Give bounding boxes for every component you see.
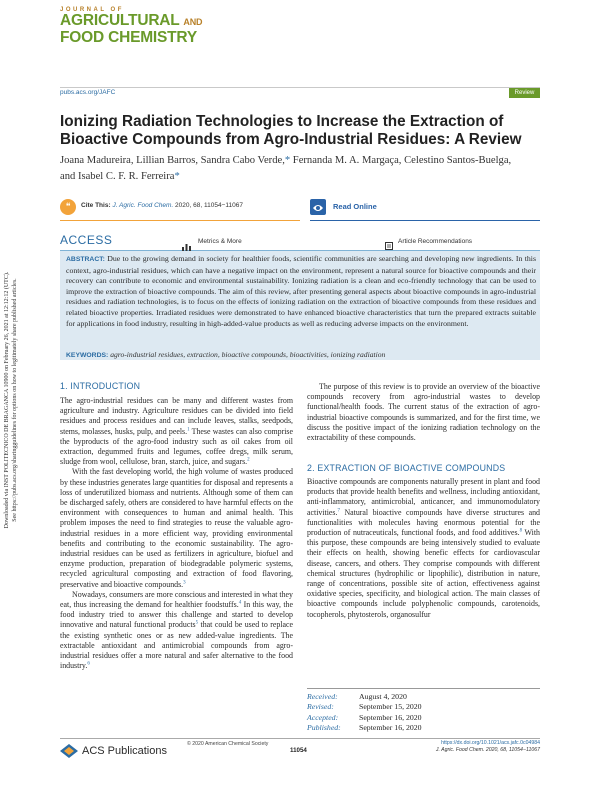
journal-logo-and: AND <box>183 17 203 27</box>
reference-link[interactable]: 1 <box>187 426 190 432</box>
footer-divider <box>60 738 540 739</box>
article-icon[interactable] <box>385 237 393 245</box>
cite-underline <box>60 220 300 221</box>
paragraph: Bioactive compounds are components naturally present in plant and food products that provide health benefits and wellness, including antioxidant, anti-inflammatory, antimicrobial, anticancer, and immunomodulatory activities.$^7$ Natural bioactive compounds have diverse structures and functionalities with molecules having enormous potential for the production of nutraceuticals, functional foods, and food additives.$^8$ With this purpose, these compounds are being intensively studied to evaluate their effects on health, showing benefic effects for cardiovascular disease, cancers, and others. They comprise compounds with different chemical structures (hydrophilic or lipophilic), distribution in nature, range of concentrations, possible site of action, effectiveness against oxidative species, specificity, and biological action. The main classes of bioactive compounds include polyphenolic compounds, carotenoids, tocopherols, phytosterols, organosulfur <box>307 477 540 619</box>
read-online-icon[interactable] <box>310 199 326 215</box>
authors-part1: Joana Madureira, Lillian Barros, Sandra Cabo Verde, <box>60 155 285 166</box>
authors-part2: Fernanda M. A. Margaça, Celestino Santos-Buelga, <box>290 155 512 166</box>
quote-icon[interactable]: ❝ <box>60 199 76 215</box>
read-online-underline <box>310 220 540 221</box>
journal-url-link[interactable]: pubs.acs.org/JAFC <box>60 89 116 96</box>
paragraph: The agro-industrial residues can be many and different wastes from agriculture and industry. Agriculture residues can be divided into field residues and process residues and can include leaves, stalks, seedpods, stems, molasses, husks, pulp, and peels.$^1$ These wastes can also comprise the byproducts of the agro-food industry such as oil cakes from oil extraction, degummed fruits and legumes, coffee dregs, milk serum, sludge from wool, cellulose, bran, starch, juice, and sugars.$^2$ <box>60 396 293 467</box>
abstract <box>66 254 536 329</box>
paragraph: The purpose of this review is to provide an overview of the bioactive compounds recovery from agro-industrial wastes to develop functional/health foods. The current status of the extraction of agro-industrial bioactive compounds is summarized, and for the first time, we discuss the positive impact of the ionizing radiation technology on the extractability of these compounds. <box>307 382 540 443</box>
cite-label: Cite This: <box>81 202 111 209</box>
date-row-published: Published: September 16, 2020 <box>307 723 422 733</box>
page-number: 11054 <box>290 747 307 754</box>
keywords-list: agro-industrial residues, extraction, bioactive compounds, bioactivities, ionizing radiation <box>110 350 386 359</box>
cite-this[interactable] <box>81 202 243 209</box>
reference-link[interactable]: 5 <box>195 620 199 626</box>
doi-link[interactable]: https://dx.doi.org/10.1021/acs.jafc.0c04984 <box>441 740 540 746</box>
date-row-revised: Revised: September 15, 2020 <box>307 702 422 712</box>
article-type-badge: Review <box>509 88 540 98</box>
keywords-label: KEYWORDS: <box>66 352 109 359</box>
acs-logo-icon <box>60 744 78 758</box>
introduction-body <box>60 396 293 671</box>
recommendations-link[interactable]: Article Recommendations <box>398 238 473 245</box>
acs-publications-logo[interactable] <box>60 742 167 760</box>
purpose-body <box>307 382 540 443</box>
acs-logo-text: ACS Publications <box>82 745 167 758</box>
download-notice-line1: Downloaded via INST POLITECNICO DE BRAGANCA 10900 on February 26, 2021 at 12:12:12 (UTC). <box>4 271 10 529</box>
publication-dates <box>307 688 540 734</box>
reference-link[interactable]: 3 <box>183 580 186 586</box>
article-title: Ionizing Radiation Technologies to Increase the Extraction of Bioactive Compounds from Agro-Industrial Residues: A Review <box>60 113 522 148</box>
copyright: © 2020 American Chemical Society <box>187 741 269 747</box>
paragraph: Nowadays, consumers are more conscious and interested in what they eat, thus increasing the demand for healthier foodstuffs.$^4$ In this way, the food industry tried to answer this challenge and started to develop innovative and natural functional products$^5$ that could be used to replace the existing synthetic ones or as new added-value ingredients. The extractable antioxidant and antimicrobial compounds from agro-industrial residues offer a more natural and safer alternative to the food industry.$^6$ <box>60 589 293 671</box>
authors-part3: and Isabel C. F. R. Ferreira <box>60 170 175 182</box>
section-heading-extraction: 2. EXTRACTION OF BIOACTIVE COMPOUNDS <box>307 463 506 473</box>
abstract-text: Due to the growing demand in society for healthier foods, scientific communities are searching and developing new ingredients. In this context, agro-industrial residues, which can have a negative impact on the environment, represent a natural source for bioactive compounds and their recovery can contribute to economic and environmental sustainability. Ionizing radiation is a clean and eco-friendly technology that can be used to improve the extraction of bioactive compounds. The aim of this review, after presenting general aspects about bioactive compounds in agro-industrial residues and radiation technologies, is to focus on the effects of ionizing radiation on the extraction of bioactive compounds from these residues and related bioactive properties. Irradiated residues were demonstrated to have enhanced bioactive characteristics that turn the prepared extracts suitable for applications in food industry, resulting in high-added-value products as well as reducing adverse impacts on the environment. <box>66 254 536 328</box>
reference-link[interactable]: 7 <box>337 507 340 513</box>
author-list <box>60 153 540 184</box>
corresponding-author-marker[interactable]: * <box>284 155 291 166</box>
extraction-body <box>307 477 540 620</box>
read-online-link[interactable]: Read Online <box>333 202 377 211</box>
journal-logo <box>60 7 210 45</box>
corresponding-author-marker[interactable]: * <box>174 170 180 182</box>
abstract-label: ABSTRACT: <box>66 256 105 263</box>
header-divider <box>60 87 540 88</box>
cite-journal: J. Agric. Food Chem. <box>112 202 174 209</box>
keywords <box>66 350 536 359</box>
paragraph: With the fast developing world, the high volume of wastes produced by these industries generates large quantities for disposal and represents a loss of underutilized biomass and nutrients. Although some of them can be discharged safely, others are considered to have harmful effects on the environment with consequences to human and animal health. This problem imposes the need to find strategies to reuse the valuable agro-industrial residues in a more efficient way, providing environmental benefits and contributing to the economic sustainability. The agro-industrial residues can be used as fertilizers in agriculture, biofuel and enzyme production, preparation of biodegradable polymeric systems, recycled agricultural composting and extraction of food flavoring, preservative and bioactive compounds.$^3$ <box>60 467 293 589</box>
date-row-accepted: Accepted: September 16, 2020 <box>307 712 422 722</box>
reference-link[interactable]: 8 <box>519 528 523 534</box>
journal-logo-line2: FOOD CHEMISTRY <box>60 29 197 46</box>
download-notice-line2: See https://pubs.acs.org/sharingguidelines for options on how to legitimately share published articles. <box>12 278 18 522</box>
journal-logo-agricultural: AGRICULTURAL <box>60 12 180 29</box>
cite-ref: 2020, 68, 11054−11067 <box>173 202 243 209</box>
access-label: ACCESS <box>60 233 113 247</box>
reference-link[interactable]: 6 <box>87 661 90 667</box>
journal-logo-small: JOURNAL OF <box>60 7 124 13</box>
reference-link[interactable]: 2 <box>247 457 250 463</box>
footer-citation: J. Agric. Food Chem. 2020, 68, 11054−11067 <box>435 747 540 753</box>
download-notice <box>3 235 27 565</box>
footer-doi <box>430 740 540 754</box>
metrics-link[interactable]: Metrics & More <box>198 238 242 245</box>
reference-link[interactable]: 4 <box>238 600 242 606</box>
journal-logo-line1 <box>60 13 210 30</box>
section-heading-introduction: 1. INTRODUCTION <box>60 381 141 391</box>
bar-chart-icon[interactable] <box>182 238 191 245</box>
date-row-received: Received: August 4, 2020 <box>307 692 407 701</box>
